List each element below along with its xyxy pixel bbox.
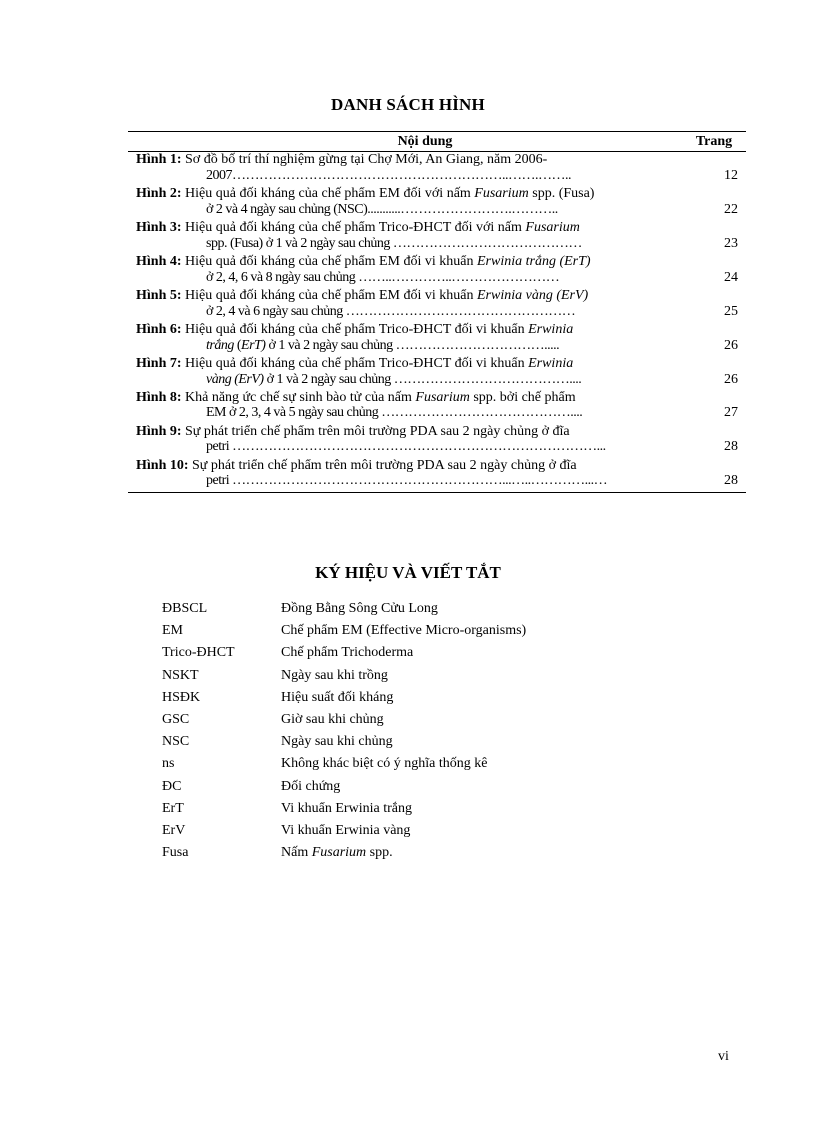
abbreviation-row <box>162 598 662 620</box>
figure-caption-italic: Erwinia trắng (ErT) <box>477 253 591 269</box>
figure-caption-cont: petri ………………………………………………………………………... <box>206 439 606 455</box>
abbreviation-value: Đồng Bằng Sông Cửu Long <box>281 601 438 616</box>
figure-label: Hình 8: <box>136 389 182 405</box>
figure-caption: Sự phát triển chế phẩm trên môi trường PDA sau 2 ngày chủng ở đĩa <box>185 423 570 439</box>
abbreviation-value: Vi khuẩn Erwinia vàng <box>281 822 411 838</box>
abbreviation-value: Đối chứng <box>281 778 341 794</box>
figure-caption-italic: vàng (ErV) <box>206 371 264 387</box>
figure-page: 23 <box>724 235 738 251</box>
figure-label: Hình 9: <box>136 423 182 439</box>
abbreviation-value: Ngày sau khi trồng <box>281 667 388 683</box>
figure-row <box>128 288 746 319</box>
abbreviation-row <box>162 687 662 709</box>
abbreviation-key: ns <box>162 756 175 772</box>
abbreviation-value: Chế phẩm EM (Effective Micro-organisms) <box>281 623 527 639</box>
abbreviation-key: HSĐK <box>162 689 201 705</box>
figure-caption-italic: Erwinia <box>528 355 574 371</box>
figure-page: 27 <box>724 405 738 421</box>
figure-row <box>128 254 746 285</box>
figure-caption: spp. (Fusa) <box>528 185 595 201</box>
abbreviation-key: ErV <box>162 822 186 838</box>
abbreviation-key: Trico-ĐHCT <box>162 645 235 661</box>
page-number: vi <box>718 1049 729 1064</box>
figure-caption: Khả năng ức chế sự sinh bào tử của nấm <box>185 389 416 405</box>
figure-row <box>128 152 746 183</box>
abbreviation-key: NSKT <box>162 667 199 683</box>
figure-row <box>128 458 746 489</box>
abbreviations-title: KÝ HIỆU VÀ VIẾT TẮT <box>315 563 501 582</box>
figure-page: 25 <box>724 303 738 319</box>
abbreviation-row <box>162 665 662 687</box>
figure-caption-cont: ( <box>233 337 242 353</box>
figure-page: 26 <box>724 371 738 387</box>
figure-label: Hình 5: <box>136 287 182 303</box>
figure-label: Hình 6: <box>136 321 182 337</box>
figure-caption: Hiệu quả đối kháng của chế phẩm Trico-ĐHCT đối vi khuẩn <box>185 355 529 371</box>
figure-caption-cont: 2007……………………………………………………..…….…….. <box>206 167 571 183</box>
abbreviation-value: Không khác biệt có ý nghĩa thống kê <box>281 756 488 772</box>
abbreviation-row <box>162 620 662 642</box>
header-page: Trang <box>695 134 733 149</box>
abbreviation-value: spp. <box>366 845 393 861</box>
figure-page: 12 <box>724 167 738 183</box>
figure-caption: Hiệu quả đối kháng của chế phẩm EM đối với nấm <box>185 185 475 201</box>
abbreviation-value-italic: Fusarium <box>311 845 367 861</box>
figure-caption-cont: ở 2, 4, 6 và 8 ngày sau chủng ……..…………..…………………… <box>206 269 560 285</box>
figure-caption: Hiệu quả đối kháng của chế phẩm Trico-ĐHCT đối vi khuẩn <box>185 321 529 337</box>
figure-caption-italic: ErT) <box>241 337 266 353</box>
figure-row <box>128 390 746 421</box>
figure-caption-italic: Fusarium <box>474 185 529 201</box>
figure-caption-cont: ở 1 và 2 ngày sau chủng ……………………………..... <box>265 337 560 353</box>
abbreviation-value: Giờ sau khi chủng <box>281 711 384 727</box>
figure-caption-cont: ở 1 và 2 ngày sau chủng ………………………………….... <box>263 371 582 387</box>
figure-row <box>128 424 746 455</box>
figure-row <box>128 220 746 251</box>
abbreviation-key: ĐBSCL <box>162 601 208 616</box>
abbreviation-row <box>162 753 662 775</box>
abbreviation-key: ĐC <box>162 778 182 794</box>
figures-table-header <box>128 132 746 152</box>
figure-caption: Hiệu quả đối kháng của chế phẩm Trico-ĐHCT đối với nấm <box>185 219 526 235</box>
figure-page: 28 <box>724 473 738 489</box>
figure-row <box>128 186 746 217</box>
abbreviation-row <box>162 731 662 753</box>
abbreviation-row <box>162 820 662 842</box>
figure-row <box>128 322 746 353</box>
figure-caption: Hiệu quả đối kháng của chế phẩm EM đối vi khuẩn <box>185 287 477 303</box>
figure-label: Hình 1: <box>136 152 182 167</box>
figure-caption-cont: spp. (Fusa) ở 1 và 2 ngày sau chủng …………………………………… <box>206 235 582 251</box>
abbreviation-row <box>162 642 662 664</box>
figure-caption-italic: Fusarium <box>525 219 580 235</box>
list-of-figures-title: DANH SÁCH HÌNH <box>331 95 485 114</box>
figure-caption: spp. bởi chế phẩm <box>469 389 576 405</box>
figure-caption-cont: ở 2 và 4 ngày sau chủng (NSC)...........…………………….……….. <box>206 201 558 217</box>
figures-table <box>128 131 746 493</box>
figure-page: 28 <box>724 439 738 455</box>
abbreviations-list <box>162 598 662 864</box>
figure-page: 22 <box>724 201 738 217</box>
abbreviation-key: Fusa <box>162 845 189 861</box>
figure-caption-cont: ở 2, 4 và 6 ngày sau chủng …………………………………………… <box>206 303 576 319</box>
figure-caption: Hiệu quả đối kháng của chế phẩm EM đối vi khuẩn <box>185 253 477 269</box>
abbreviation-value: Hiệu suất đối kháng <box>281 689 394 705</box>
abbreviation-key: NSC <box>162 734 190 750</box>
abbreviation-value: Vi khuẩn Erwinia trắng <box>281 800 412 816</box>
figure-page: 24 <box>724 269 738 285</box>
abbreviation-key: GSC <box>162 711 190 727</box>
figure-caption-italic: Fusarium <box>415 389 470 405</box>
abbreviation-value: Chế phẩm Trichoderma <box>281 645 414 661</box>
figure-label: Hình 10: <box>136 457 189 473</box>
abbreviation-row <box>162 776 662 798</box>
figure-caption: Sơ đồ bố trí thí nghiệm gừng tại Chợ Mới, An Giang, năm 2006- <box>185 152 548 167</box>
figure-caption-italic: Erwinia <box>528 321 574 337</box>
figure-caption-cont: petri ……………………………………………………...…..…………...… <box>206 473 608 489</box>
abbreviation-value: Ngày sau khi chủng <box>281 734 393 750</box>
abbreviation-row <box>162 798 662 820</box>
figure-caption-italic: Erwinia vàng (ErV) <box>477 287 589 303</box>
abbreviation-key: ErT <box>162 800 184 816</box>
abbreviation-row <box>162 709 662 731</box>
figure-row <box>128 356 746 387</box>
abbreviation-value: Nấm <box>281 845 312 861</box>
figure-caption-cont: EM ở 2, 3, 4 và 5 ngày sau chủng …………………………………….... <box>206 405 583 421</box>
figure-label: Hình 2: <box>136 185 182 201</box>
header-content: Nội dung <box>397 134 453 149</box>
abbreviation-key: EM <box>162 623 183 639</box>
figure-label: Hình 7: <box>136 355 182 371</box>
figure-caption-italic: trắng <box>206 337 234 353</box>
figure-page: 26 <box>724 337 738 353</box>
figure-caption: Sự phát triển chế phẩm trên môi trường PDA sau 2 ngày chủng ở đĩa <box>192 457 577 473</box>
figure-label: Hình 4: <box>136 253 182 269</box>
abbreviation-row <box>162 842 662 864</box>
figure-label: Hình 3: <box>136 219 182 235</box>
